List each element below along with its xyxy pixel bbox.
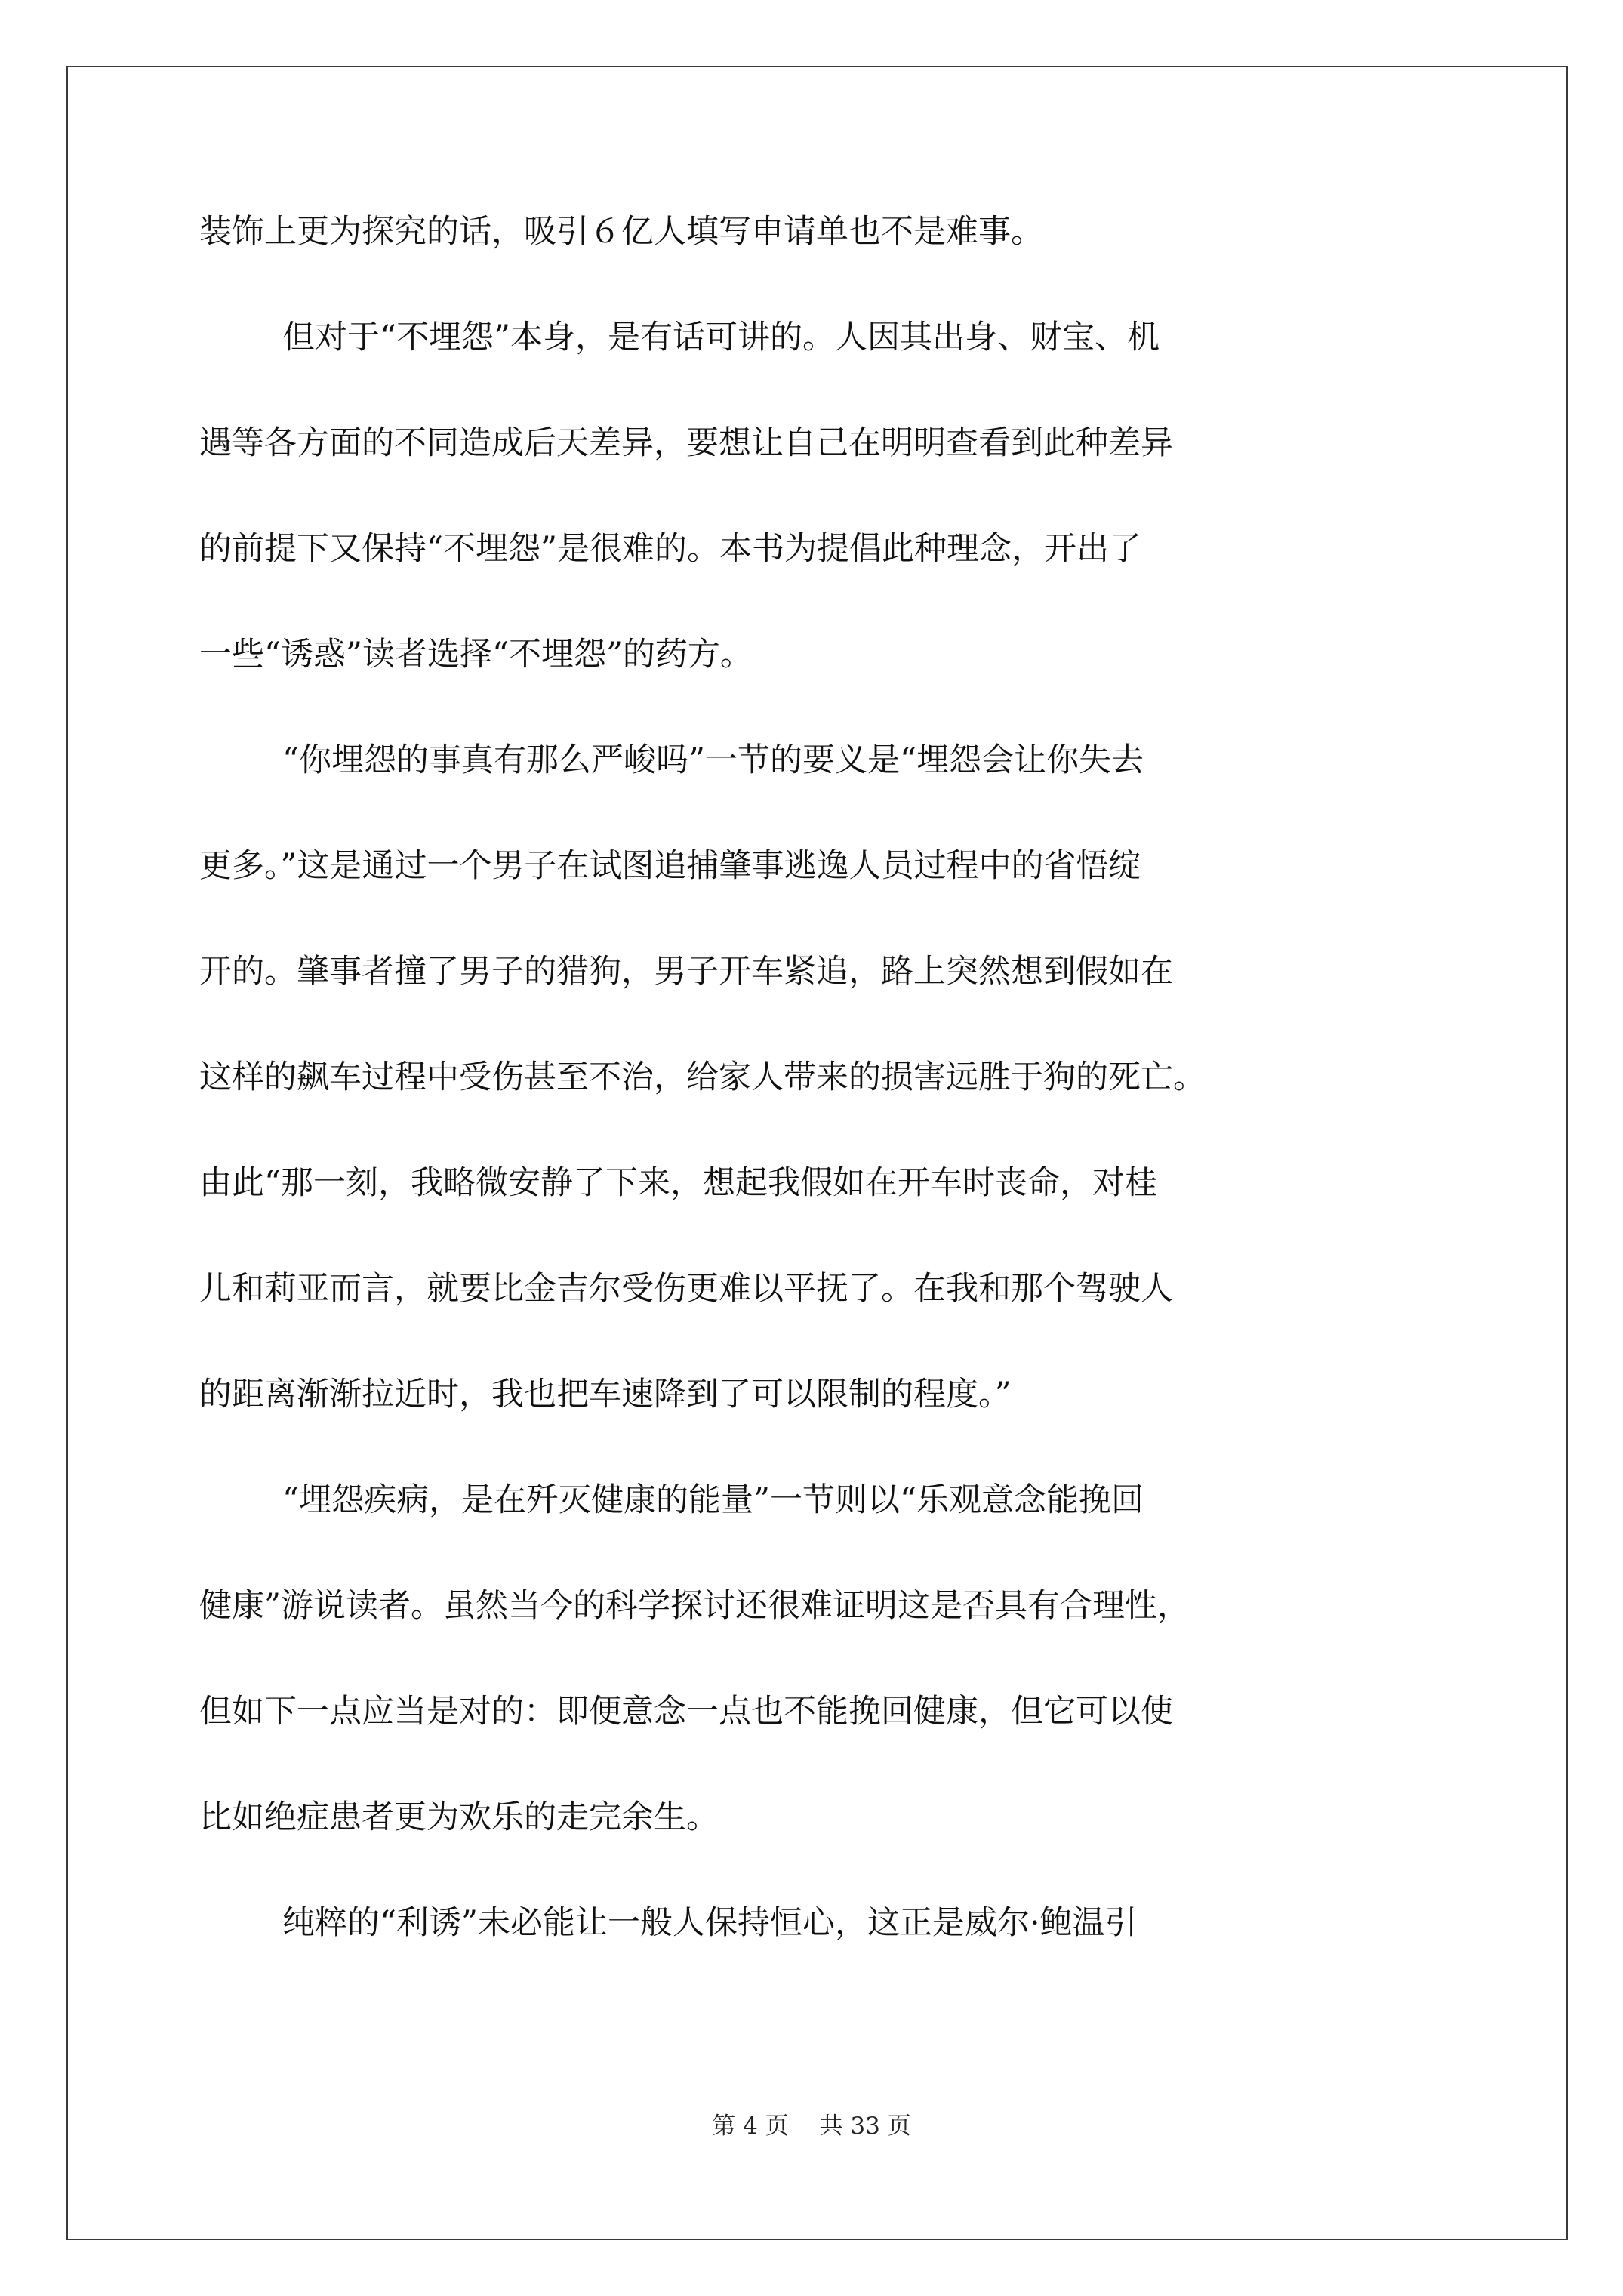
text-line: 的前提下又保持“不埋怨”是很难的。本书为提倡此种理念，开出了 (199, 530, 1141, 568)
text-line: 装饰上更为探究的话，吸引６亿人填写申请单也不是难事。 (199, 213, 1043, 251)
text-line: 这样的飙车过程中受伤甚至不治，给家人带来的损害远胜于狗的死亡。 (199, 1059, 1206, 1096)
text-line: “你埋怨的事真有那么严峻吗”一节的要义是“埋怨会让你失去 (282, 741, 1144, 779)
text-line: 儿和莉亚而言，就要比金吉尔受伤更难以平抚了。在我和那个驾驶人 (199, 1270, 1173, 1308)
text-line: 遇等各方面的不同造成后天差异，要想让自己在明明查看到此种差异 (199, 424, 1173, 462)
text-line: “埋怨疾病，是在歼灭健康的能量”一节则以“乐观意念能挽回 (282, 1481, 1144, 1519)
text-line: 更多。”这是通过一个男子在试图追捕肇事逃逸人员过程中的省悟绽 (199, 847, 1141, 885)
text-line: 但对于“不埋怨”本身，是有话可讲的。人因其出身、财宝、机 (282, 319, 1160, 356)
text-line: 纯粹的“利诱”未必能让一般人保持恒心，这正是威尔·鲍温引 (282, 1904, 1138, 1942)
text-line: 但如下一点应当是对的：即便意念一点也不能挽回健康，但它可以使 (199, 1693, 1173, 1730)
text-line: 开的。肇事者撞了男子的猎狗，男子开车紧追，路上突然想到假如在 (199, 953, 1173, 991)
text-line: 比如绝症患者更为欢乐的走完余生。 (199, 1798, 719, 1836)
text-line: 的距离渐渐拉近时，我也把车速降到了可以限制的程度。” (199, 1376, 1012, 1413)
text-line: 健康”游说读者。虽然当今的科学探讨还很难证明这是否具有合理性， (199, 1587, 1190, 1625)
text-line: 一些“诱惑”读者选择“不埋怨”的药方。 (199, 636, 753, 673)
page-number-footer: 第 4 页 共 33 页 (712, 2113, 911, 2140)
text-line: 由此“那一刻，我略微安静了下来，想起我假如在开车时丧命，对桂 (199, 1164, 1157, 1202)
